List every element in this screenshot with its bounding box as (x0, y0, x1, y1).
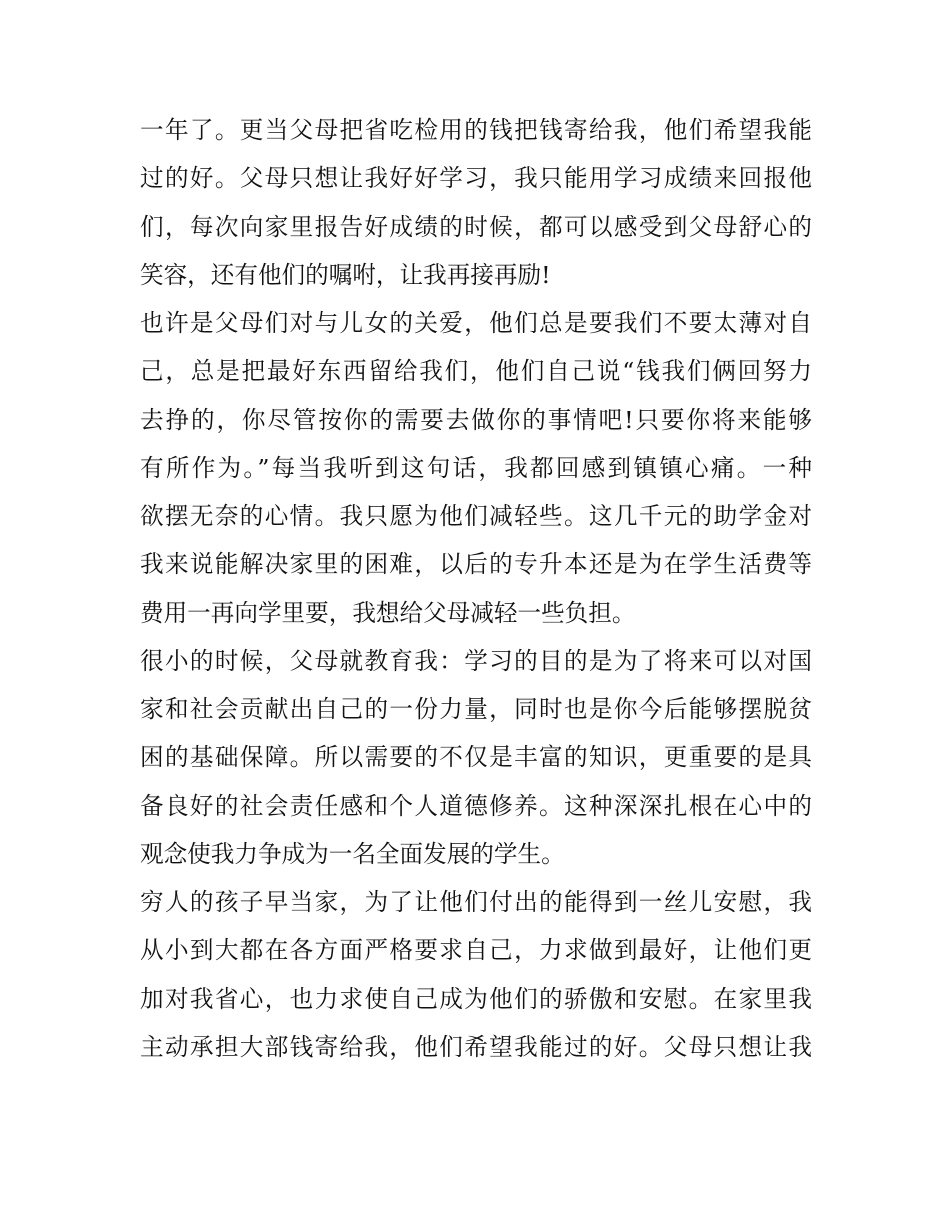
text-line: 也许是父母们对与儿女的关爱，他们总是要我们不要太薄对自 (140, 309, 812, 337)
text-line: 笑容，还有他们的嘱咐，让我再接再励! (140, 260, 551, 289)
text-line: 我来说能解决家里的困难，以后的专升本还是为在学生活费等 (140, 550, 812, 579)
document-body (140, 106, 812, 1071)
text-line: 们，每次向家里报告好成绩的时候，都可以感受到父母舒心的 (140, 212, 812, 241)
text-line: 家和社会贡献出自己的一份力量，同时也是你今后能够摆脱贫 (140, 695, 812, 723)
paragraph-1 (140, 106, 812, 299)
text-line: 加对我省心，也力求使自己成为他们的骄傲和安慰。在家里我 (140, 984, 812, 1013)
text-line: 备良好的社会责任感和个人道德修养。这种深深扎根在心中的 (140, 791, 812, 820)
text-line: 主动承担大部钱寄给我，他们希望我能过的好。父母只想让我 (140, 1032, 812, 1061)
text-line: 过的好。父母只想让我好好学习，我只能用学习成绩来回报他 (140, 164, 812, 193)
text-line: 观念使我力争成为一名全面发展的学生。 (140, 839, 565, 868)
text-line: 从小到大都在各方面严格要求自己，力求做到最好，让他们更 (140, 936, 812, 965)
paragraph-3 (140, 637, 812, 878)
text-line: 困的基础保障。所以需要的不仅是丰富的知识，更重要的是具 (140, 743, 812, 772)
text-line: 欲摆无奈的心情。我只愿为他们减轻些。这几千元的助学金对 (140, 502, 812, 530)
paragraph-4 (140, 878, 812, 1071)
text-line: 己，总是把最好东西留给我们，他们自己说“钱我们俩回努力 (140, 357, 812, 386)
text-line: 很小的时候，父母就教育我：学习的目的是为了将来可以对国 (140, 646, 812, 675)
text-line: 一年了。更当父母把省吃检用的钱把钱寄给我，他们希望我能 (140, 116, 812, 144)
text-line: 穷人的孩子早当家，为了让他们付出的能得到一丝儿安慰，我 (140, 888, 812, 916)
paragraph-2 (140, 299, 812, 637)
text-line: 去挣的，你尽管按你的需要去做你的事情吧!只要你将来能够 (140, 405, 812, 434)
text-line: 费用一再向学里要，我想给父母减轻一些负担。 (140, 598, 636, 627)
text-line: 有所作为。”每当我听到这句话，我都回感到镇镇心痛。一种 (140, 453, 812, 482)
